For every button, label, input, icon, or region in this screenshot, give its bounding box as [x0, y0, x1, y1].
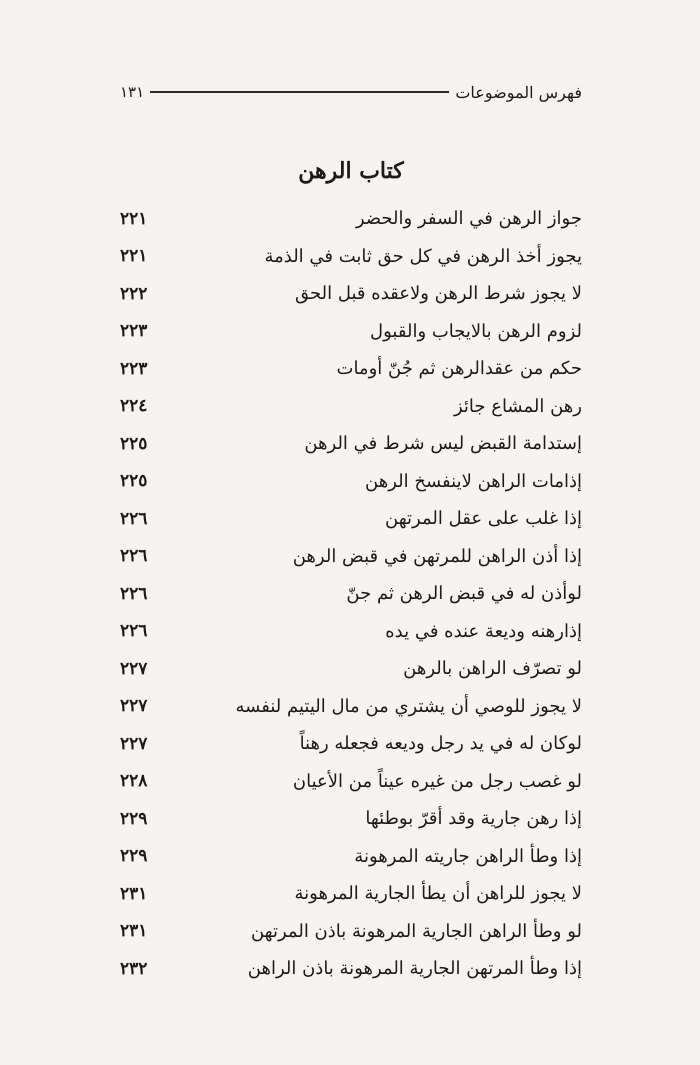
- toc-entry: [120, 313, 582, 351]
- toc-entry-page: ٢٢١: [120, 208, 148, 229]
- toc-entry: [120, 800, 582, 838]
- toc-entry-topic: رهن المشاع جائز: [453, 395, 582, 417]
- toc-entry-page: ٢٢٥: [120, 433, 148, 454]
- toc-entry: [120, 575, 582, 613]
- toc-entry-topic: إذارهنه وديعة عنده في يده: [385, 620, 582, 642]
- toc-entry-page: ٢٢٨: [120, 771, 148, 792]
- running-header: [120, 80, 582, 104]
- toc-entry-topic: إذا غلب على عقل المرتهن: [385, 508, 582, 530]
- toc-entry-page: ٢٣٢: [120, 958, 148, 979]
- toc-entry-topic: لوأذن له في قبض الرهن ثم جنّ: [346, 583, 582, 605]
- toc-entry: [120, 875, 582, 913]
- toc-entry-topic: إذا رهن جارية وقد أقرّ بوطئها: [365, 808, 582, 830]
- toc-entry: [120, 613, 582, 651]
- toc-entry-page: ٢٢٦: [120, 621, 148, 642]
- toc-entry-page: ٢٢٧: [120, 658, 148, 679]
- toc-entry-page: ٢٢٥: [120, 471, 148, 492]
- toc-entry-page: ٢٢٣: [120, 321, 148, 342]
- toc-entry-page: ٢٢١: [120, 246, 148, 267]
- header-rule: [150, 91, 449, 93]
- toc-entry-page: ٢٢٦: [120, 546, 148, 567]
- toc-entry-topic: لو تصرّف الراهن بالرهن: [403, 658, 582, 680]
- toc-entry-page: ٢٢٦: [120, 508, 148, 529]
- toc-entry: [120, 200, 582, 238]
- section-title: كتاب الرهن: [298, 158, 404, 184]
- toc-entry-topic: حكم من عقدالرهن ثم جُنّ أومات: [336, 358, 582, 380]
- toc-entry: [120, 238, 582, 276]
- toc-entry-topic: إذا وطأ الراهن جاريته المرهونة: [354, 845, 582, 867]
- toc-entry: [120, 763, 582, 801]
- toc-entry-topic: لوكان له في يد رجل وديعه فجعله رهناً: [299, 733, 582, 755]
- toc-entry-topic: لا يجوز للراهن أن يطأ الجارية المرهونة: [294, 883, 582, 905]
- toc-entry-page: ٢٢٣: [120, 358, 148, 379]
- toc-entry: [120, 688, 582, 726]
- toc-entry-topic: إذا أذن الراهن للمرتهن في قبض الرهن: [292, 545, 582, 567]
- toc-entry: [120, 913, 582, 951]
- toc-entry-topic: إذامات الراهن لاينفسخ الرهن: [365, 470, 582, 492]
- header-page-number: ١٣١: [120, 83, 145, 101]
- toc-entry-page: ٢٢٦: [120, 583, 148, 604]
- toc-entry-page: ٢٢٩: [120, 808, 148, 829]
- toc-entry: [120, 425, 582, 463]
- toc-list: [120, 200, 582, 988]
- toc-entry-topic: لا يجوز للوصي أن يشتري من مال اليتيم لنفسه: [235, 695, 582, 717]
- toc-entry-topic: إذا وطأ المرتهن الجارية المرهونة باذن الراهن: [247, 958, 582, 980]
- toc-entry: [120, 650, 582, 688]
- header-title: فهرس الموضوعات: [455, 82, 582, 102]
- toc-entry-page: ٢٢٩: [120, 846, 148, 867]
- toc-entry: [120, 350, 582, 388]
- toc-entry-page: ٢٢٧: [120, 696, 148, 717]
- toc-entry-page: ٢٣١: [120, 921, 148, 942]
- toc-entry: [120, 538, 582, 576]
- toc-entry-topic: لا يجوز شرط الرهن ولاعقده قبل الحق: [295, 283, 582, 305]
- toc-entry-topic: جواز الرهن في السفر والحضر: [355, 208, 582, 230]
- toc-entry-topic: لو غصب رجل من غيره عيناً من الأعيان: [292, 770, 582, 792]
- toc-entry-topic: لو وطأ الراهن الجارية المرهونة باذن المرتهن: [250, 920, 582, 942]
- toc-entry: [120, 463, 582, 501]
- toc-entry-page: ٢٢٤: [120, 396, 148, 417]
- toc-entry: [120, 500, 582, 538]
- toc-entry-topic: لزوم الرهن بالايجاب والقبول: [370, 320, 582, 342]
- toc-entry-topic: إستدامة القبض ليس شرط في الرهن: [304, 433, 582, 455]
- toc-entry: [120, 275, 582, 313]
- toc-entry-page: ٢٢٧: [120, 733, 148, 754]
- toc-entry: [120, 725, 582, 763]
- toc-entry: [120, 950, 582, 988]
- toc-entry-page: ٢٢٢: [120, 283, 148, 304]
- toc-entry: [120, 838, 582, 876]
- toc-entry-page: ٢٣١: [120, 883, 148, 904]
- toc-entry-topic: يجوز أخذ الرهن في كل حق ثابت في الذمة: [264, 245, 582, 267]
- toc-entry: [120, 388, 582, 426]
